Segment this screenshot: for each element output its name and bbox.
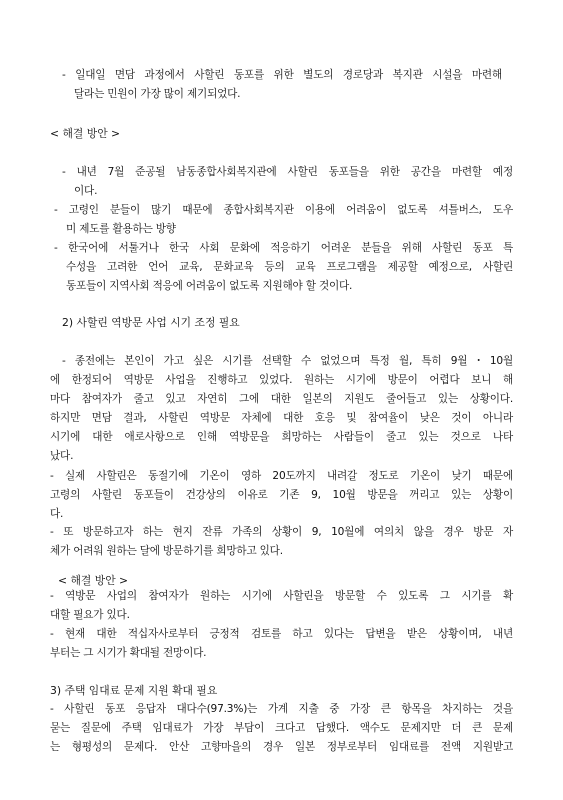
text-line: - 고령인 분들이 많기 때문에 종합사회복지관 이용에 어려움이 없도록 셔틀버스, 도우 — [54, 204, 513, 216]
text-line: 묻는 질문에 주택 임대료가 가장 부담이 크다고 답했다. 액수도 문제지만 더 큰 문제 — [50, 722, 513, 734]
text-line: 고령의 사할린 동포들이 건강상의 이유로 기존 9, 10월 방문을 꺼리고 있는 상황이 — [50, 489, 513, 501]
solution1-bullet-1 — [62, 163, 513, 201]
text-line: - 역방문 사업의 참여자가 원하는 시기에 사할린을 방문할 수 있도록 그 시기를 확 — [50, 590, 513, 602]
text-line: 동포들이 지역사회 적응에 어려움이 없도록 지원해야 할 것이다. — [66, 280, 353, 292]
text-line: - 한국어에 서툴거나 한국 사회 문화에 적응하기 어려운 분들을 위해 사할린 동포 특 — [54, 242, 513, 254]
text-line: - 또 방문하고자 하는 현지 잔류 가족의 상황이 9, 10월에 여의치 않을 경우 방문 자 — [50, 526, 513, 538]
solution-heading-1: < 해결 방안 > — [50, 127, 121, 140]
text-line: - 내년 7월 준공될 남동종합사회복지관에 사할린 동포들을 위한 공간을 마련할 예정 — [62, 166, 513, 178]
text-line: 는 형평성의 문제다. 안산 고향마을의 경우 일본 정부로부터 임대료를 전액 지원받고 — [50, 741, 513, 753]
section-heading-3: 3) 주택 임대료 문제 지원 확대 필요 — [50, 684, 218, 697]
section-heading-2: 2) 사할린 역방문 사업 시기 조정 필요 — [62, 316, 240, 329]
section2-paragraph-3 — [50, 523, 513, 561]
solution2-paragraph-1 — [50, 587, 513, 625]
text-line: 에 한정되어 역방문 사업을 진행하고 있었다. 원하는 시기에 방문이 어렵다 보니 해 — [50, 374, 513, 386]
solution2-paragraph-2 — [50, 625, 513, 663]
section2-paragraph-1 — [50, 352, 513, 466]
intro-bullet — [62, 66, 502, 104]
solution1-bullet-3 — [54, 239, 513, 296]
section3-paragraph-1 — [50, 700, 513, 757]
text-line: 부터는 그 시기가 확대될 전망이다. — [50, 647, 207, 659]
text-line: - 실제 사할린은 동절기에 기온이 영하 20도까지 내려갈 정도로 기온이 낮기 때문에 — [50, 470, 513, 482]
text-line: 하지만 면담 결과, 사할린 역방문 자체에 대한 호응 및 참여율이 낮은 것이 아니라 — [50, 412, 513, 424]
text-line: 미 제도를 활용하는 방향 — [66, 223, 176, 235]
text-line: - 일대일 면담 과정에서 사할린 동포를 위한 별도의 경로당과 복지관 시설을 마련해 — [62, 69, 502, 81]
text-line: 이다. — [74, 185, 98, 197]
text-line: 시기에 대한 애로사항으로 인해 역방문을 희망하는 사람들이 줄고 있는 것으로 나타 — [50, 431, 513, 443]
section2-paragraph-2 — [50, 467, 513, 524]
text-line: 수성을 고려한 언어 교육, 문화교육 등의 교육 프로그램을 제공할 예정으로, 사할린 — [66, 261, 513, 273]
text-line: 달라는 민원이 가장 많이 제기되었다. — [74, 88, 241, 100]
solution-heading-2: < 해결 방안 > — [58, 574, 129, 587]
text-line: 마다 참여자가 줄고 있고 자연히 그에 대한 일본의 지원도 줄어들고 있는 상황이다. — [50, 393, 513, 405]
text-line: 대할 필요가 있다. — [50, 609, 130, 621]
text-line: 체가 어려워 원하는 달에 방문하기를 희망하고 있다. — [50, 545, 283, 557]
text-line: - 종전에는 본인이 가고 싶은 시기를 선택할 수 없었으며 특정 월, 특히 9월・10월 — [62, 355, 513, 367]
text-line: - 사할린 동포 응답자 대다수(97.3%)는 가계 지출 중 가장 큰 항목을 차지하는 것을 — [50, 703, 513, 715]
text-line: 다. — [50, 508, 64, 520]
solution1-bullet-2 — [54, 201, 513, 239]
text-line: - 현재 대한 적십자사로부터 긍정적 검토를 하고 있다는 답변을 받은 상황이며, 내년 — [50, 628, 513, 640]
text-line: 났다. — [50, 450, 74, 462]
